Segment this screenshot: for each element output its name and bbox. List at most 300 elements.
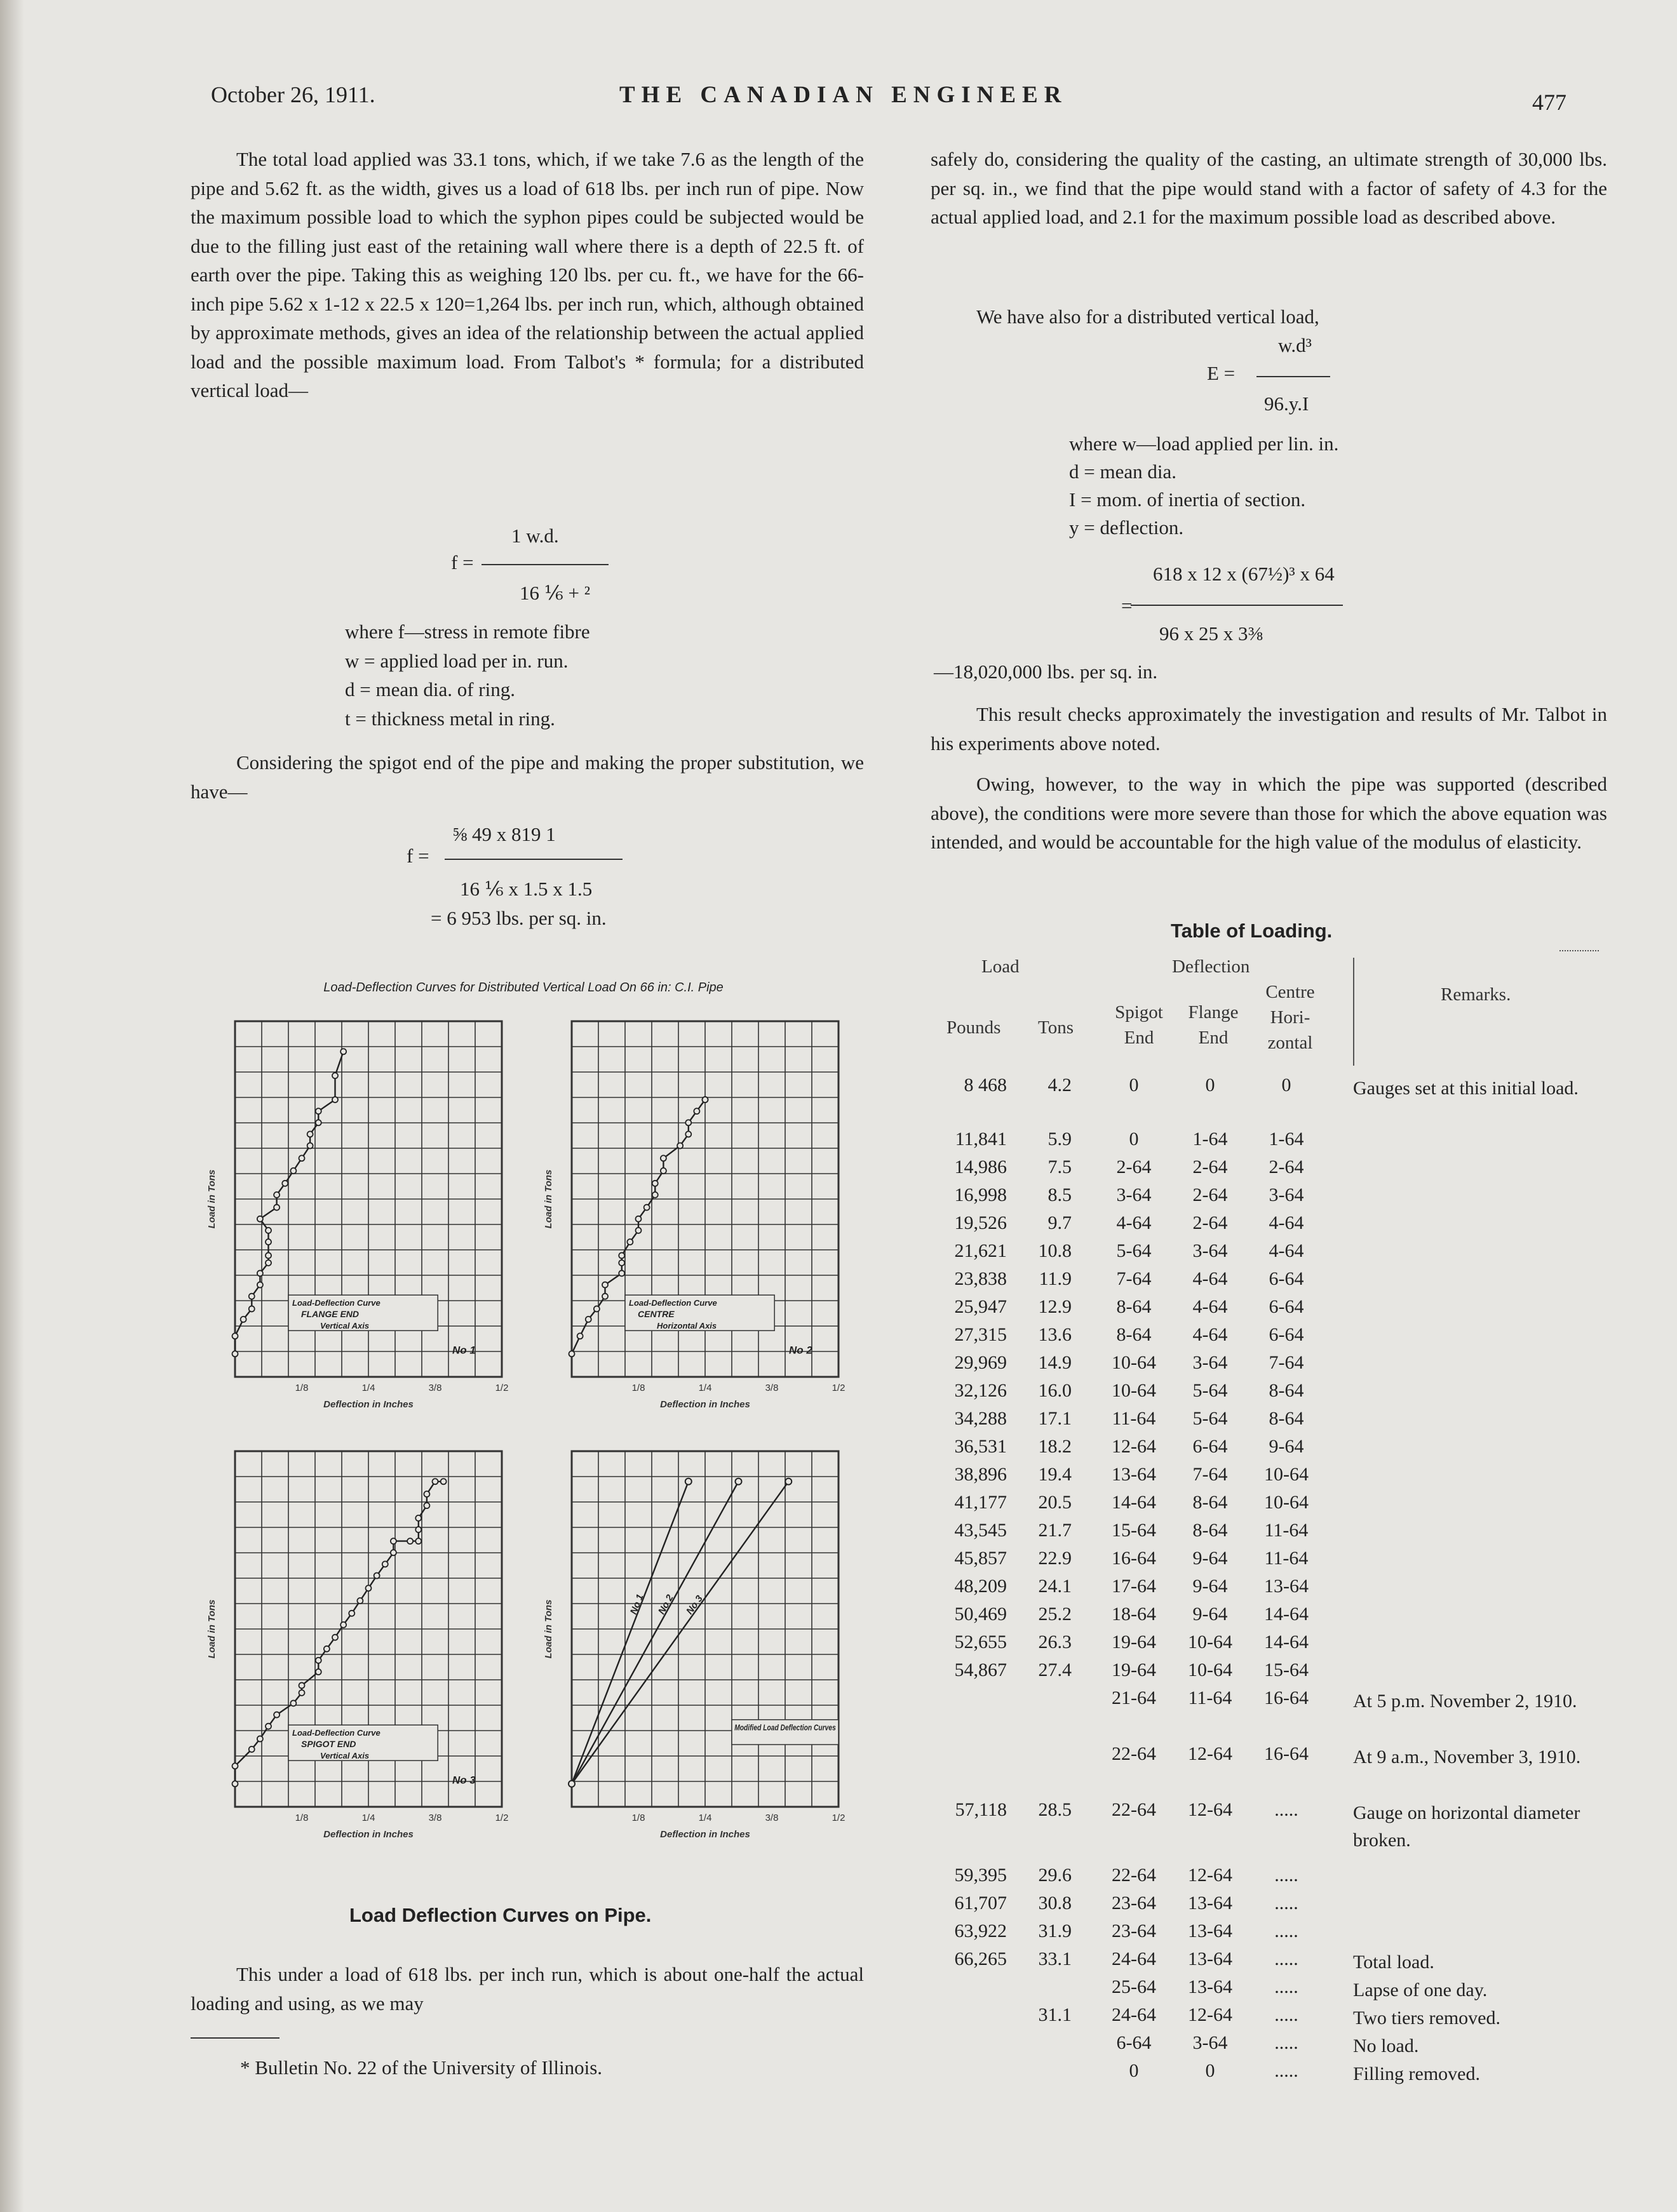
- centre-cell: .....: [1274, 1948, 1298, 1969]
- data-point: [324, 1646, 330, 1652]
- x-tick-label: 1/4: [698, 1383, 712, 1393]
- data-point: [677, 1143, 683, 1149]
- footnote: * Bulletin No. 22 of the University of Illinois.: [240, 2056, 603, 2079]
- x-tick-label: 1/4: [698, 1813, 712, 1823]
- data-point: [785, 1478, 791, 1485]
- table-row: [931, 1380, 1617, 1408]
- data-point: [415, 1527, 421, 1532]
- table-row: [931, 1743, 1617, 1771]
- col-header-load: Load: [981, 956, 1020, 977]
- spigot-cell: 14-64: [1112, 1492, 1156, 1513]
- data-point: [266, 1239, 271, 1245]
- right-paragraph-1: [931, 145, 1607, 232]
- tons-cell: 4.2: [1047, 1075, 1072, 1096]
- table-row: [931, 1604, 1617, 1632]
- spigot-cell: 18-64: [1112, 1604, 1156, 1625]
- eq4-equals: =: [1121, 594, 1133, 617]
- data-point: [415, 1515, 421, 1521]
- eq1-denominator: 16 ⅙ + ²: [520, 582, 591, 604]
- chart-label: Modified Load Deflection Curves: [734, 1722, 836, 1733]
- tons-cell: 25.2: [1038, 1604, 1072, 1625]
- left-paragraph-3: [191, 1960, 864, 2018]
- where-line: where f—stress in remote fibre: [345, 620, 590, 643]
- pounds-cell: 16,998: [954, 1184, 1007, 1205]
- spigot-cell: 0: [1129, 1129, 1139, 1150]
- data-point: [441, 1478, 447, 1484]
- spigot-cell: 8-64: [1116, 1296, 1152, 1317]
- flange-cell: 0: [1205, 2060, 1215, 2081]
- data-point: [299, 1155, 305, 1161]
- eq2-lhs: f =: [407, 845, 429, 867]
- paragraph-text: Considering the spigot end of the pipe and making the proper substitution, we have—: [191, 751, 864, 803]
- eq2-fraction-bar: [445, 859, 623, 860]
- right-paragraph-2: [931, 302, 1607, 332]
- pounds-cell: 32,126: [954, 1380, 1007, 1401]
- spigot-cell: 25-64: [1112, 1976, 1156, 1997]
- data-point: [257, 1216, 263, 1222]
- flange-cell: 5-64: [1192, 1408, 1228, 1429]
- chart-panel-4: [543, 1451, 845, 1840]
- data-point: [307, 1143, 313, 1149]
- data-point: [577, 1333, 583, 1339]
- data-point: [332, 1635, 338, 1640]
- data-point: [644, 1205, 650, 1210]
- where-list-1: [345, 617, 726, 733]
- flange-cell: 6-64: [1192, 1436, 1228, 1457]
- spigot-cell: 4-64: [1116, 1212, 1152, 1233]
- eq3-fraction-bar: [1256, 376, 1330, 377]
- data-point: [274, 1192, 280, 1198]
- data-point: [685, 1478, 692, 1485]
- x-tick-label: 1/8: [295, 1383, 309, 1393]
- data-point: [685, 1120, 691, 1125]
- data-point: [382, 1561, 388, 1567]
- data-point: [636, 1228, 642, 1233]
- chart-label: Load-Deflection Curve: [292, 1298, 381, 1308]
- chart-label: SPIGOT END: [301, 1739, 356, 1750]
- table-row: [931, 1352, 1617, 1380]
- tons-cell: 5.9: [1047, 1129, 1072, 1150]
- eq2-numerator: ⅝ 49 x 819 1: [452, 823, 556, 845]
- spigot-cell: 12-64: [1112, 1436, 1156, 1457]
- tons-cell: 12.9: [1038, 1296, 1072, 1317]
- data-point: [241, 1317, 246, 1322]
- table-row: [931, 1408, 1617, 1436]
- chart-label: CENTRE: [638, 1309, 675, 1320]
- x-axis-label: Deflection in Inches: [323, 1829, 414, 1840]
- pounds-cell: 52,655: [954, 1632, 1007, 1652]
- flange-cell: 12-64: [1188, 1865, 1232, 1886]
- tons-cell: 10.8: [1038, 1240, 1072, 1261]
- x-tick-label: 3/8: [765, 1383, 779, 1393]
- centre-cell: .....: [1274, 1865, 1298, 1886]
- centre-cell: 14-64: [1264, 1632, 1309, 1652]
- flange-cell: 12-64: [1188, 2004, 1232, 2025]
- data-point: [316, 1108, 321, 1114]
- tons-cell: 31.1: [1038, 2004, 1072, 2025]
- page-spine-shadow: [0, 0, 24, 2212]
- y-axis-label: Load in Tons: [206, 1169, 217, 1229]
- paragraph-text: This under a load of 618 lbs. per inch run, which is about one-half the actual loading and using, as we may: [191, 1963, 864, 2014]
- tons-cell: 14.9: [1038, 1352, 1072, 1373]
- remarks-cell: At 5 p.m. November 2, 1910.: [1353, 1691, 1577, 1712]
- centre-cell: 3-64: [1269, 1184, 1304, 1205]
- flange-cell: 1-64: [1192, 1129, 1228, 1150]
- tons-cell: 29.6: [1038, 1865, 1072, 1886]
- centre-cell: 1-64: [1269, 1129, 1304, 1150]
- spigot-cell: 8-64: [1116, 1324, 1152, 1345]
- data-point: [424, 1491, 429, 1497]
- table-row: [931, 1893, 1617, 1920]
- x-axis-label: Deflection in Inches: [660, 1829, 750, 1840]
- right-paragraph-3: [931, 700, 1607, 758]
- flange-cell: 7-64: [1192, 1464, 1228, 1485]
- load-deflection-charts: [191, 1010, 864, 1886]
- pounds-cell: 50,469: [954, 1604, 1007, 1625]
- tons-cell: 18.2: [1038, 1436, 1072, 1457]
- chart-label: FLANGE END: [301, 1309, 359, 1320]
- flange-cell: 8-64: [1192, 1492, 1228, 1513]
- eq3-denominator: 96.y.I: [1264, 392, 1309, 415]
- pounds-cell: 23,838: [954, 1268, 1007, 1289]
- series-label: No 2: [656, 1593, 676, 1616]
- spigot-cell: 10-64: [1112, 1380, 1156, 1401]
- data-point: [374, 1573, 380, 1579]
- centre-cell: .....: [1274, 1920, 1298, 1941]
- eq2-denominator: 16 ⅙ x 1.5 x 1.5: [460, 878, 593, 900]
- flange-cell: 3-64: [1192, 1240, 1228, 1261]
- x-tick-label: 1/8: [631, 1813, 645, 1823]
- tons-cell: 31.9: [1038, 1920, 1072, 1941]
- centre-cell: 0: [1281, 1075, 1291, 1096]
- remarks-cell: Gauges set at this initial load.: [1353, 1078, 1579, 1099]
- centre-cell: 9-64: [1269, 1436, 1304, 1457]
- data-point: [569, 1351, 575, 1357]
- data-point: [316, 1669, 321, 1675]
- data-point: [619, 1252, 624, 1258]
- col-header-centre: Centre Hori- zontal: [1265, 982, 1315, 1053]
- where-line: where w—load applied per lin. in.: [1069, 432, 1339, 455]
- pounds-cell: 43,545: [954, 1520, 1007, 1541]
- pounds-cell: 48,209: [954, 1576, 1007, 1597]
- data-point: [266, 1228, 271, 1233]
- spigot-cell: 23-64: [1112, 1893, 1156, 1914]
- left-paragraph-1: [191, 145, 864, 405]
- tons-cell: 30.8: [1038, 1893, 1072, 1914]
- data-point: [627, 1239, 633, 1245]
- chart-label: Horizontal Axis: [657, 1321, 717, 1331]
- spigot-cell: 21-64: [1112, 1687, 1156, 1708]
- x-tick-label: 3/8: [428, 1813, 442, 1823]
- data-point: [661, 1155, 666, 1161]
- pounds-cell: 63,922: [954, 1920, 1007, 1941]
- chart-number-label: No 1: [452, 1344, 476, 1357]
- data-point: [232, 1333, 238, 1339]
- pounds-cell: 54,867: [954, 1659, 1007, 1680]
- data-point: [652, 1192, 658, 1198]
- flange-cell: 5-64: [1192, 1380, 1228, 1401]
- x-axis-label: Deflection in Inches: [323, 1399, 414, 1410]
- spigot-cell: 16-64: [1112, 1548, 1156, 1569]
- data-point: [274, 1712, 280, 1718]
- table-row: [931, 1212, 1617, 1240]
- table-row: [931, 1576, 1617, 1604]
- where-list-2: [1069, 430, 1577, 542]
- figure-title: Load-Deflection Curves for Distributed Vertical Load On 66 in: C.I. Pipe: [323, 981, 724, 995]
- flange-cell: 12-64: [1188, 1743, 1232, 1764]
- data-point: [316, 1658, 321, 1663]
- data-point: [433, 1478, 438, 1484]
- y-axis-label: Load in Tons: [206, 1599, 217, 1659]
- table-decor-rule: [1559, 950, 1599, 951]
- data-point: [357, 1598, 363, 1604]
- table-title: Table of Loading.: [1171, 920, 1333, 942]
- centre-cell: 4-64: [1269, 1240, 1304, 1261]
- data-point: [257, 1736, 263, 1741]
- table-row: [931, 1687, 1617, 1715]
- data-point: [619, 1260, 624, 1266]
- spigot-cell: 0: [1129, 2060, 1139, 2081]
- pounds-cell: 27,315: [954, 1324, 1007, 1345]
- data-point: [366, 1585, 372, 1591]
- data-point: [299, 1690, 305, 1696]
- remarks-cell: Gauge on horizontal diameter broken.: [1353, 1802, 1580, 1851]
- data-point: [415, 1538, 421, 1544]
- where-line: t = thickness metal in ring.: [345, 707, 555, 730]
- centre-cell: .....: [1274, 1893, 1298, 1914]
- spigot-cell: 23-64: [1112, 1920, 1156, 1941]
- eq3-lhs: E =: [1207, 362, 1236, 384]
- pounds-cell: 57,118: [955, 1799, 1007, 1820]
- tons-cell: 26.3: [1038, 1632, 1072, 1652]
- centre-cell: 6-64: [1269, 1268, 1304, 1289]
- spigot-cell: 22-64: [1112, 1799, 1156, 1820]
- table-row: [931, 1548, 1617, 1576]
- table-row: [931, 1520, 1617, 1548]
- data-point: [661, 1168, 666, 1174]
- data-point: [249, 1294, 255, 1299]
- remarks-cell: Filling removed.: [1353, 2063, 1480, 2084]
- eq1-lhs: f =: [451, 551, 474, 573]
- tons-cell: 9.7: [1047, 1212, 1072, 1233]
- spigot-cell: 11-64: [1112, 1408, 1156, 1429]
- tons-cell: 19.4: [1038, 1464, 1072, 1485]
- flange-cell: 13-64: [1188, 1920, 1232, 1941]
- table-row: [931, 1129, 1617, 1156]
- pounds-cell: 11,841: [955, 1129, 1007, 1150]
- flange-cell: 13-64: [1188, 1976, 1232, 1997]
- eq1-numerator: 1 w.d.: [511, 525, 559, 547]
- data-point: [685, 1131, 691, 1137]
- col-header-tons: Tons: [1038, 1017, 1074, 1038]
- data-point: [266, 1260, 271, 1266]
- tons-cell: 28.5: [1038, 1799, 1072, 1820]
- table-row: [931, 2032, 1617, 2060]
- y-axis-label: Load in Tons: [543, 1169, 554, 1229]
- flange-cell: 3-64: [1192, 2032, 1228, 2053]
- x-tick-label: 1/2: [832, 1383, 845, 1393]
- table-row: [931, 2004, 1617, 2032]
- chart-label: Load-Deflection Curve: [629, 1298, 717, 1308]
- centre-cell: .....: [1274, 2032, 1298, 2053]
- data-point: [282, 1181, 288, 1186]
- eq3-numerator: w.d³: [1278, 334, 1312, 356]
- data-point: [424, 1503, 429, 1508]
- col-header-spigot: Spigot End: [1115, 1002, 1163, 1048]
- eq4-fraction-bar: [1131, 605, 1343, 606]
- centre-cell: 8-64: [1269, 1380, 1304, 1401]
- chart-panel-1: [206, 1021, 508, 1410]
- centre-cell: 16-64: [1264, 1743, 1309, 1764]
- y-axis-label: Load in Tons: [543, 1599, 554, 1659]
- data-point: [736, 1478, 742, 1485]
- table-row: [931, 1865, 1617, 1893]
- flange-cell: 11-64: [1188, 1687, 1232, 1708]
- centre-cell: 10-64: [1264, 1464, 1309, 1485]
- centre-cell: .....: [1274, 1799, 1298, 1820]
- data-point: [266, 1724, 271, 1729]
- col-header-pounds: Pounds: [946, 1017, 1001, 1038]
- tons-cell: 33.1: [1038, 1948, 1072, 1969]
- flange-cell: 0: [1205, 1075, 1215, 1096]
- header-date: October 26, 1911.: [211, 82, 375, 107]
- flange-cell: 13-64: [1188, 1893, 1232, 1914]
- flange-cell: 2-64: [1192, 1156, 1228, 1177]
- x-axis-label: Deflection in Inches: [660, 1399, 750, 1410]
- flange-cell: 2-64: [1192, 1212, 1228, 1233]
- chart-label: Vertical Axis: [320, 1321, 370, 1331]
- spigot-cell: 15-64: [1112, 1520, 1156, 1541]
- pounds-cell: 38,896: [954, 1464, 1007, 1485]
- x-tick-label: 1/4: [361, 1383, 375, 1393]
- table-row: [931, 1156, 1617, 1184]
- pounds-cell: 41,177: [954, 1492, 1007, 1513]
- data-point: [602, 1294, 608, 1299]
- spigot-cell: 3-64: [1116, 1184, 1152, 1205]
- flange-cell: 10-64: [1188, 1632, 1232, 1652]
- eq4-denominator: 96 x 25 x 3⅜: [1159, 622, 1263, 645]
- data-point: [694, 1108, 699, 1114]
- pounds-cell: 61,707: [954, 1893, 1007, 1914]
- flange-cell: 4-64: [1192, 1324, 1228, 1345]
- data-point: [636, 1216, 642, 1222]
- data-point: [602, 1282, 608, 1288]
- x-tick-label: 1/2: [832, 1813, 845, 1823]
- eq4-result: —18,020,000 lbs. per sq. in.: [934, 660, 1158, 683]
- centre-cell: 14-64: [1264, 1604, 1309, 1625]
- data-point: [316, 1120, 321, 1125]
- table-row: [931, 2060, 1617, 2088]
- data-point: [266, 1252, 271, 1258]
- pounds-cell: 14,986: [954, 1156, 1007, 1177]
- where-line: d = mean dia.: [1069, 460, 1176, 483]
- pounds-cell: 36,531: [954, 1436, 1007, 1457]
- spigot-cell: 17-64: [1112, 1576, 1156, 1597]
- series-line: [572, 1482, 739, 1784]
- spigot-cell: 24-64: [1112, 2004, 1156, 2025]
- where-line: d = mean dia. of ring.: [345, 678, 515, 700]
- data-point: [594, 1306, 600, 1311]
- data-point: [290, 1700, 296, 1706]
- spigot-cell: 2-64: [1116, 1156, 1152, 1177]
- table-row: [931, 1920, 1617, 1948]
- centre-cell: 6-64: [1269, 1296, 1304, 1317]
- pounds-cell: 21,621: [954, 1240, 1007, 1261]
- chart-number-label: No 2: [789, 1344, 812, 1357]
- right-paragraph-4: [931, 770, 1607, 857]
- eq4-numerator: 618 x 12 x (67½)³ x 64: [1153, 563, 1335, 585]
- data-point: [232, 1351, 238, 1357]
- table-row: [931, 1492, 1617, 1520]
- centre-cell: 4-64: [1269, 1212, 1304, 1233]
- remarks-cell: Total load.: [1353, 1952, 1434, 1973]
- journal-title: THE CANADIAN ENGINEER: [619, 82, 1068, 108]
- table-row: [931, 1240, 1617, 1268]
- table-row: [931, 1948, 1617, 1976]
- data-point: [249, 1746, 255, 1752]
- tons-cell: 7.5: [1047, 1156, 1072, 1177]
- centre-cell: 6-64: [1269, 1324, 1304, 1345]
- tons-cell: 24.1: [1038, 1576, 1072, 1597]
- remarks-cell: Lapse of one day.: [1353, 1980, 1488, 2001]
- flange-cell: 9-64: [1192, 1548, 1228, 1569]
- data-point: [391, 1538, 396, 1544]
- paragraph-text: This result checks approximately the investigation and results of Mr. Talbot in his experiments above noted.: [931, 703, 1607, 754]
- flange-cell: 8-64: [1192, 1520, 1228, 1541]
- data-point: [586, 1317, 591, 1322]
- x-tick-label: 3/8: [428, 1383, 442, 1393]
- spigot-cell: 19-64: [1112, 1659, 1156, 1680]
- flange-cell: 2-64: [1192, 1184, 1228, 1205]
- centre-cell: 16-64: [1264, 1687, 1309, 1708]
- paragraph-text: Owing, however, to the way in which the pipe was supported (described above), the conditions were more severe than those for which the above equation was intended, and would be accountable for the high value of the modulus of elasticity.: [931, 773, 1607, 853]
- data-point: [249, 1306, 255, 1311]
- spigot-cell: 5-64: [1116, 1240, 1152, 1261]
- x-tick-label: 1/2: [495, 1383, 509, 1393]
- where-line: w = applied load per in. run.: [345, 649, 569, 672]
- paragraph-text: We have also for a distributed vertical load,: [976, 305, 1319, 328]
- data-point: [569, 1781, 575, 1787]
- tons-cell: 11.9: [1039, 1268, 1072, 1289]
- eq2-result: = 6 953 lbs. per sq. in.: [431, 907, 607, 929]
- centre-cell: 13-64: [1264, 1576, 1309, 1597]
- data-point: [703, 1097, 708, 1103]
- data-point: [391, 1550, 396, 1555]
- chart-label: Vertical Axis: [320, 1751, 370, 1761]
- centre-cell: 11-64: [1264, 1548, 1309, 1569]
- table-row: [931, 1436, 1617, 1464]
- where-line: I = mom. of inertia of section.: [1069, 488, 1306, 511]
- header-bracket: [1353, 958, 1354, 1066]
- paragraph-text: The total load applied was 33.1 tons, which, if we take 7.6 as the length of the pipe and 5.62 ft. as the width, gives us a load of 618 lbs. per inch run of pipe. Now the maximum possible load to which the syphon pipes could be subjected would be due to the filling just east of the retaining wall where there is a depth of 22.5 ft. of earth over the pipe. Taking this as weighing 120 lbs. per cu. ft., we have for the 66-inch pipe 5.62 x 1-12 x 22.5 x 120=1,264 lbs. per inch run, which, although obtained by approximate methods, gives an idea of the relationship between the actual applied load and the possible maximum load. From Talbot's * formula; for a distributed vertical load—: [191, 148, 864, 401]
- centre-cell: 7-64: [1269, 1352, 1304, 1373]
- table-row: [931, 1324, 1617, 1352]
- chart-panel-3: [206, 1451, 508, 1840]
- data-point: [232, 1781, 238, 1786]
- data-point: [349, 1611, 354, 1616]
- spigot-cell: 7-64: [1116, 1268, 1152, 1289]
- tons-cell: 8.5: [1047, 1184, 1072, 1205]
- spigot-cell: 24-64: [1112, 1948, 1156, 1969]
- centre-cell: 2-64: [1269, 1156, 1304, 1177]
- centre-cell: 11-64: [1264, 1520, 1309, 1541]
- centre-cell: .....: [1274, 2060, 1298, 2081]
- flange-cell: 13-64: [1188, 1948, 1232, 1969]
- remarks-cell: At 9 a.m., November 3, 1910.: [1353, 1746, 1581, 1767]
- spigot-cell: 22-64: [1112, 1743, 1156, 1764]
- data-point: [340, 1622, 346, 1628]
- tons-cell: 21.7: [1038, 1520, 1072, 1541]
